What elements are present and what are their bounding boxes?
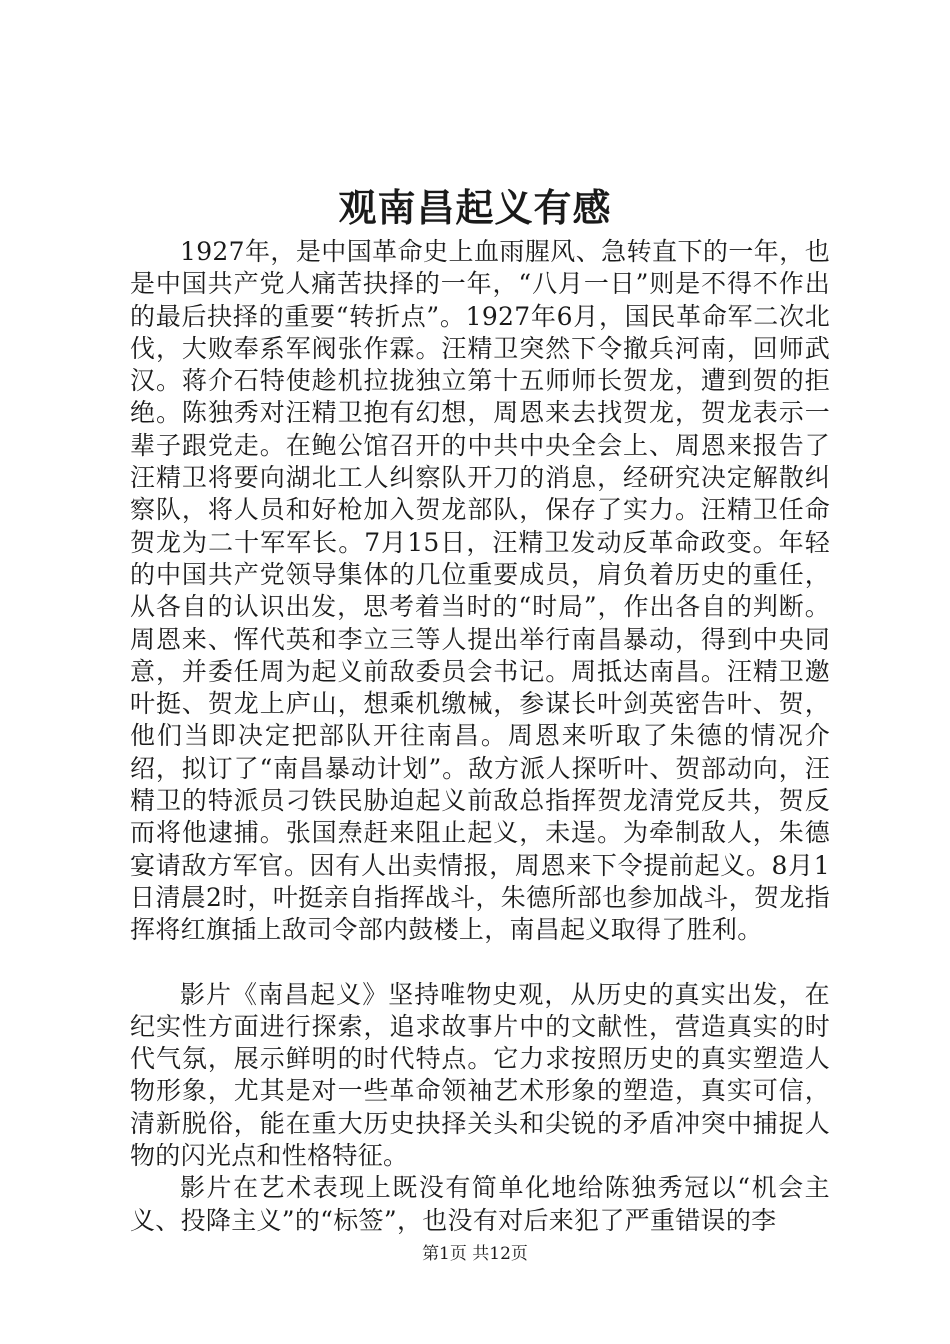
paragraph-2: 影片《南昌起义》坚持唯物史观，从历史的真实出发，在纪实性方面进行探索，追求故事片中的文献性，营造真实的时代气氛，展示鲜明的时代特点。它力求按照历史的真实塑造人物形象，尤其是对一些革命领袖艺术形象的塑造，真实可信，清新脱俗，能在重大历史抉择关头和尖锐的矛盾冲突中捕捉人物的闪光点和性格特征。 <box>130 979 830 1171</box>
paragraph-3: 影片在艺术表现上既没有简单化地给陈独秀冠以“机会主义、投降主义”的“标签”，也没有对后来犯了严重错误的李 <box>130 1173 830 1235</box>
document-body <box>130 236 830 1237</box>
page-footer: 第1页 共12页 <box>422 1244 528 1264</box>
paragraph-1: 1927年，是中国革命史上血雨腥风、急转直下的一年，也是中国共产党人痛苦抉择的一年，“八月一日”则是不得不作出的最后抉择的重要“转折点”。1927年6月，国民革命军二次北伐，大败奉系军阀张作霖。汪精卫突然下令撤兵河南，回师武汉。蒋介石特使趁机拉拢独立第十五师师长贺龙，遭到贺的拒绝。陈独秀对汪精卫抱有幻想，周恩来去找贺龙，贺龙表示一辈子跟党走。在鲍公馆召开的中共中央全会上、周恩来报告了汪精卫将要向湖北工人纠察队开刀的消息，经研究决定解散纠察队，将人员和好枪加入贺龙部队，保存了实力。汪精卫任命贺龙为二十军军长。7月15日，汪精卫发动反革命政变。年轻的中国共产党领导集体的几位重要成员，肩负着历史的重任，从各自的认识出发，思考着当时的“时局”，作出各自的判断。周恩来、恽代英和李立三等人提出举行南昌暴动，得到中央同意，并委任周为起义前敌委员会书记。周抵达南昌。汪精卫邀叶挺、贺龙上庐山，想乘机缴械，参谋长叶剑英密告叶、贺，他们当即决定把部队开往南昌。周恩来听取了朱德的情况介绍，拟订了“南昌暴动计划”。敌方派人探听叶、贺部动向，汪精卫的特派员刁铁民胁迫起义前敌总指挥贺龙清党反共，贺反而将他逮捕。张国焘赶来阻止起义，未逞。为牵制敌人，朱德宴请敌方军官。因有人出卖情报，周恩来下令提前起义。8月1日清晨2时，叶挺亲自指挥战斗，朱德所部也参加战斗，贺龙指挥将红旗插上敌司令部内鼓楼上，南昌起义取得了胜利。 <box>130 237 830 945</box>
paragraph-spacer <box>130 947 830 979</box>
document-title: 观南昌起义有感 <box>338 185 612 230</box>
